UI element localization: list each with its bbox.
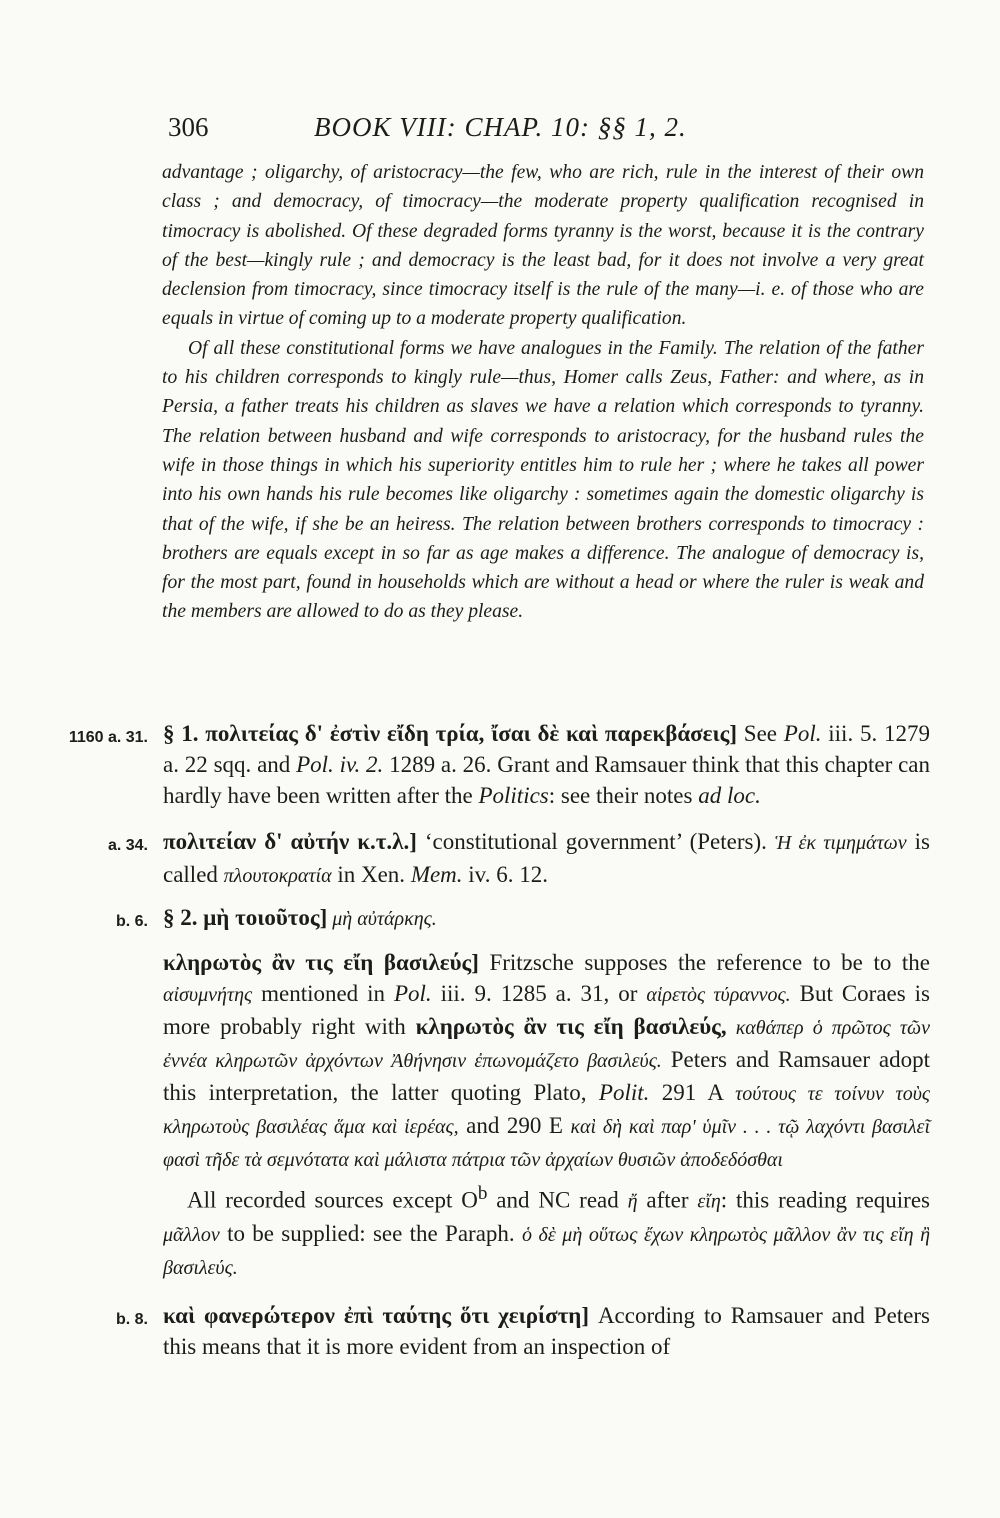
italic-text: Polit.: [598, 1080, 650, 1105]
text: is called: [163, 829, 931, 887]
line-reference: a. 34.: [107, 837, 148, 854]
italic-text: Pol.: [393, 981, 432, 1006]
note-text: [163, 947, 930, 1176]
lemma: § 2. μὴ τοιοῦτος]: [163, 905, 328, 930]
commentary-note: [40, 1300, 930, 1362]
text: iii. 9. 1285 a. 31, or: [431, 981, 647, 1006]
page-header: [168, 112, 928, 152]
italic-text: ad loc.: [698, 783, 761, 808]
text: mentioned in: [252, 981, 394, 1006]
greek-text: ὁ δὲ μὴ οὕτως ἔχων κληρωτὸς μᾶλλον ἂν τις εἴη ἢ βασιλεύς.: [163, 1223, 931, 1279]
lemma: κληρωτὸς ἂν τις εἴη βασιλεύς,: [415, 1014, 727, 1039]
greek-text: αἰσυμνήτης: [163, 984, 253, 1006]
greek-text: Ἡ ἐκ τιμημάτων: [774, 832, 907, 854]
text: See: [737, 721, 784, 746]
greek-text: εἴη: [697, 1190, 721, 1213]
text: 291 A: [649, 1080, 736, 1105]
text: ‘constitutional government’ (Peters).: [416, 829, 775, 854]
page-number: 306: [168, 112, 209, 142]
text: : this reading requires: [720, 1187, 930, 1213]
greek-text: αἱρετὸς τύραννος.: [646, 984, 791, 1006]
lemma: καὶ φανερώτερον ἐπὶ ταύτης ὅτι χειρίστη]: [163, 1302, 590, 1328]
chapter-summary: [162, 158, 924, 627]
italic-text: Politics: [478, 783, 549, 808]
greek-text: πλουτοκρατία: [223, 865, 332, 887]
greek-text: καθάπερ ὁ πρῶτος τῶν ἐννέα κληρωτῶν ἀρχόντων Ἀθήνησιν ἐπωνομάζετο βασιλεύς.: [163, 1017, 931, 1072]
summary-paragraph: advantage ; oligarchy, of aristocracy—the few, who are rich, rule in the interest of their own class ; and democracy, of timocracy—the moderate property qualification recognised in timocracy is abolished. Of these degraded forms tyranny is the worst, because it is the contrary of the best—kingly rule ; and democracy is the least bad, for it does not involve a very great declension from timocracy, since timocracy itself is the rule of the many—i. e. of those who are equals in virtue of coming up to a moderate property qualification.: [162, 162, 924, 330]
note-text: [163, 1300, 930, 1362]
commentary-notes: [40, 718, 930, 1362]
line-reference: b. 6.: [115, 913, 148, 930]
italic-text: Pol. iv. 2.: [296, 752, 384, 777]
running-title: BOOK VIII: CHAP. 10: §§ 1, 2.: [314, 112, 687, 142]
greek-text: μὴ αὐτάρκης.: [327, 908, 437, 930]
italic-text: Pol.: [783, 721, 822, 746]
commentary-note: [40, 947, 930, 1284]
note-text: [163, 718, 930, 811]
text: Fritzsche supposes the reference to be to the: [478, 950, 930, 975]
italic-text: Mem.: [410, 862, 463, 887]
greek-text: μᾶλλον: [163, 1223, 220, 1246]
text: But Coraes is more probably right with: [163, 981, 930, 1039]
text: Peters and Ramsauer adopt this interpretation, the latter quoting Plato,: [163, 1047, 930, 1105]
text: iv. 6. 12.: [462, 862, 548, 887]
note-text: [163, 902, 930, 935]
greek-text: τούτους τε τοίνυν τοὺς κληρωτοὺς βασιλέας ἅμα καὶ ἱερέας,: [163, 1083, 931, 1138]
line-reference: b. 8.: [115, 1310, 148, 1328]
line-reference: 1160 a. 31.: [68, 729, 148, 746]
commentary-note: [40, 718, 930, 811]
text: and 290 E: [458, 1113, 571, 1138]
summary-paragraph: Of all these constitutional forms we have analogues in the Family. The relation of the father to his children corresponds to kingly rule—thus, Homer calls Zeus, Father: and where, as in Persia, a father treats his children as slaves we have a relation which corresponds to tyranny. The relation between husband and wife corresponds to aristocracy, for the husband rules the wife in those things in which his superiority entitles him to rule her ; where he takes all power into his own hands his rule becomes like oligarchy : sometimes again the domestic oligarchy is that of the wife, if she be an heiress. The relation between brothers corresponds to timocracy : brothers are equals except in so far as age makes a difference. The analogue of democracy is, for the most part, found in households which are without a head or where the ruler is weak and the members are allowed to do as they please.: [162, 337, 924, 623]
text: All recorded sources except O: [187, 1187, 478, 1213]
lemma: § 1. πολιτείας δ' ἐστὶν εἴδη τρία, ἴσαι δὲ καὶ παρεκβάσεις]: [163, 721, 738, 746]
text: in Xen.: [331, 862, 411, 887]
greek-text: ἤ: [627, 1190, 638, 1213]
text: iii. 5. 1279 a. 22 sqq. and: [163, 721, 931, 777]
text: 1289 a. 26. Grant and Ramsauer think that this chapter can hardly have been written after the: [163, 752, 930, 808]
text: According to Ramsauer and Peters this means that it is more evident from an inspection of: [163, 1302, 930, 1359]
note-text: [163, 826, 930, 892]
text: and NC read: [487, 1187, 628, 1213]
text: after: [637, 1187, 698, 1213]
note-continuation: [163, 1178, 930, 1284]
greek-text: καὶ δὴ καὶ παρ' ὑμῖν . . . τῷ λαχόντι βασιλεῖ φασὶ τῆδε τὰ σεμνότατα καὶ μάλιστα πάτρια τῶν ἀρχαίων θυσιῶν ἀποδεδόσθαι: [163, 1116, 930, 1171]
text: to be supplied: see the Paraph.: [219, 1220, 522, 1246]
commentary-note: [40, 826, 930, 892]
lemma: κληρωτὸς ἂν τις εἴη βασιλεύς]: [163, 950, 479, 975]
text: : see their notes: [548, 783, 699, 808]
superscript: b: [477, 1183, 488, 1204]
lemma: πολιτείαν δ' αὐτήν κ.τ.λ.]: [163, 829, 417, 854]
commentary-note: [40, 902, 930, 935]
